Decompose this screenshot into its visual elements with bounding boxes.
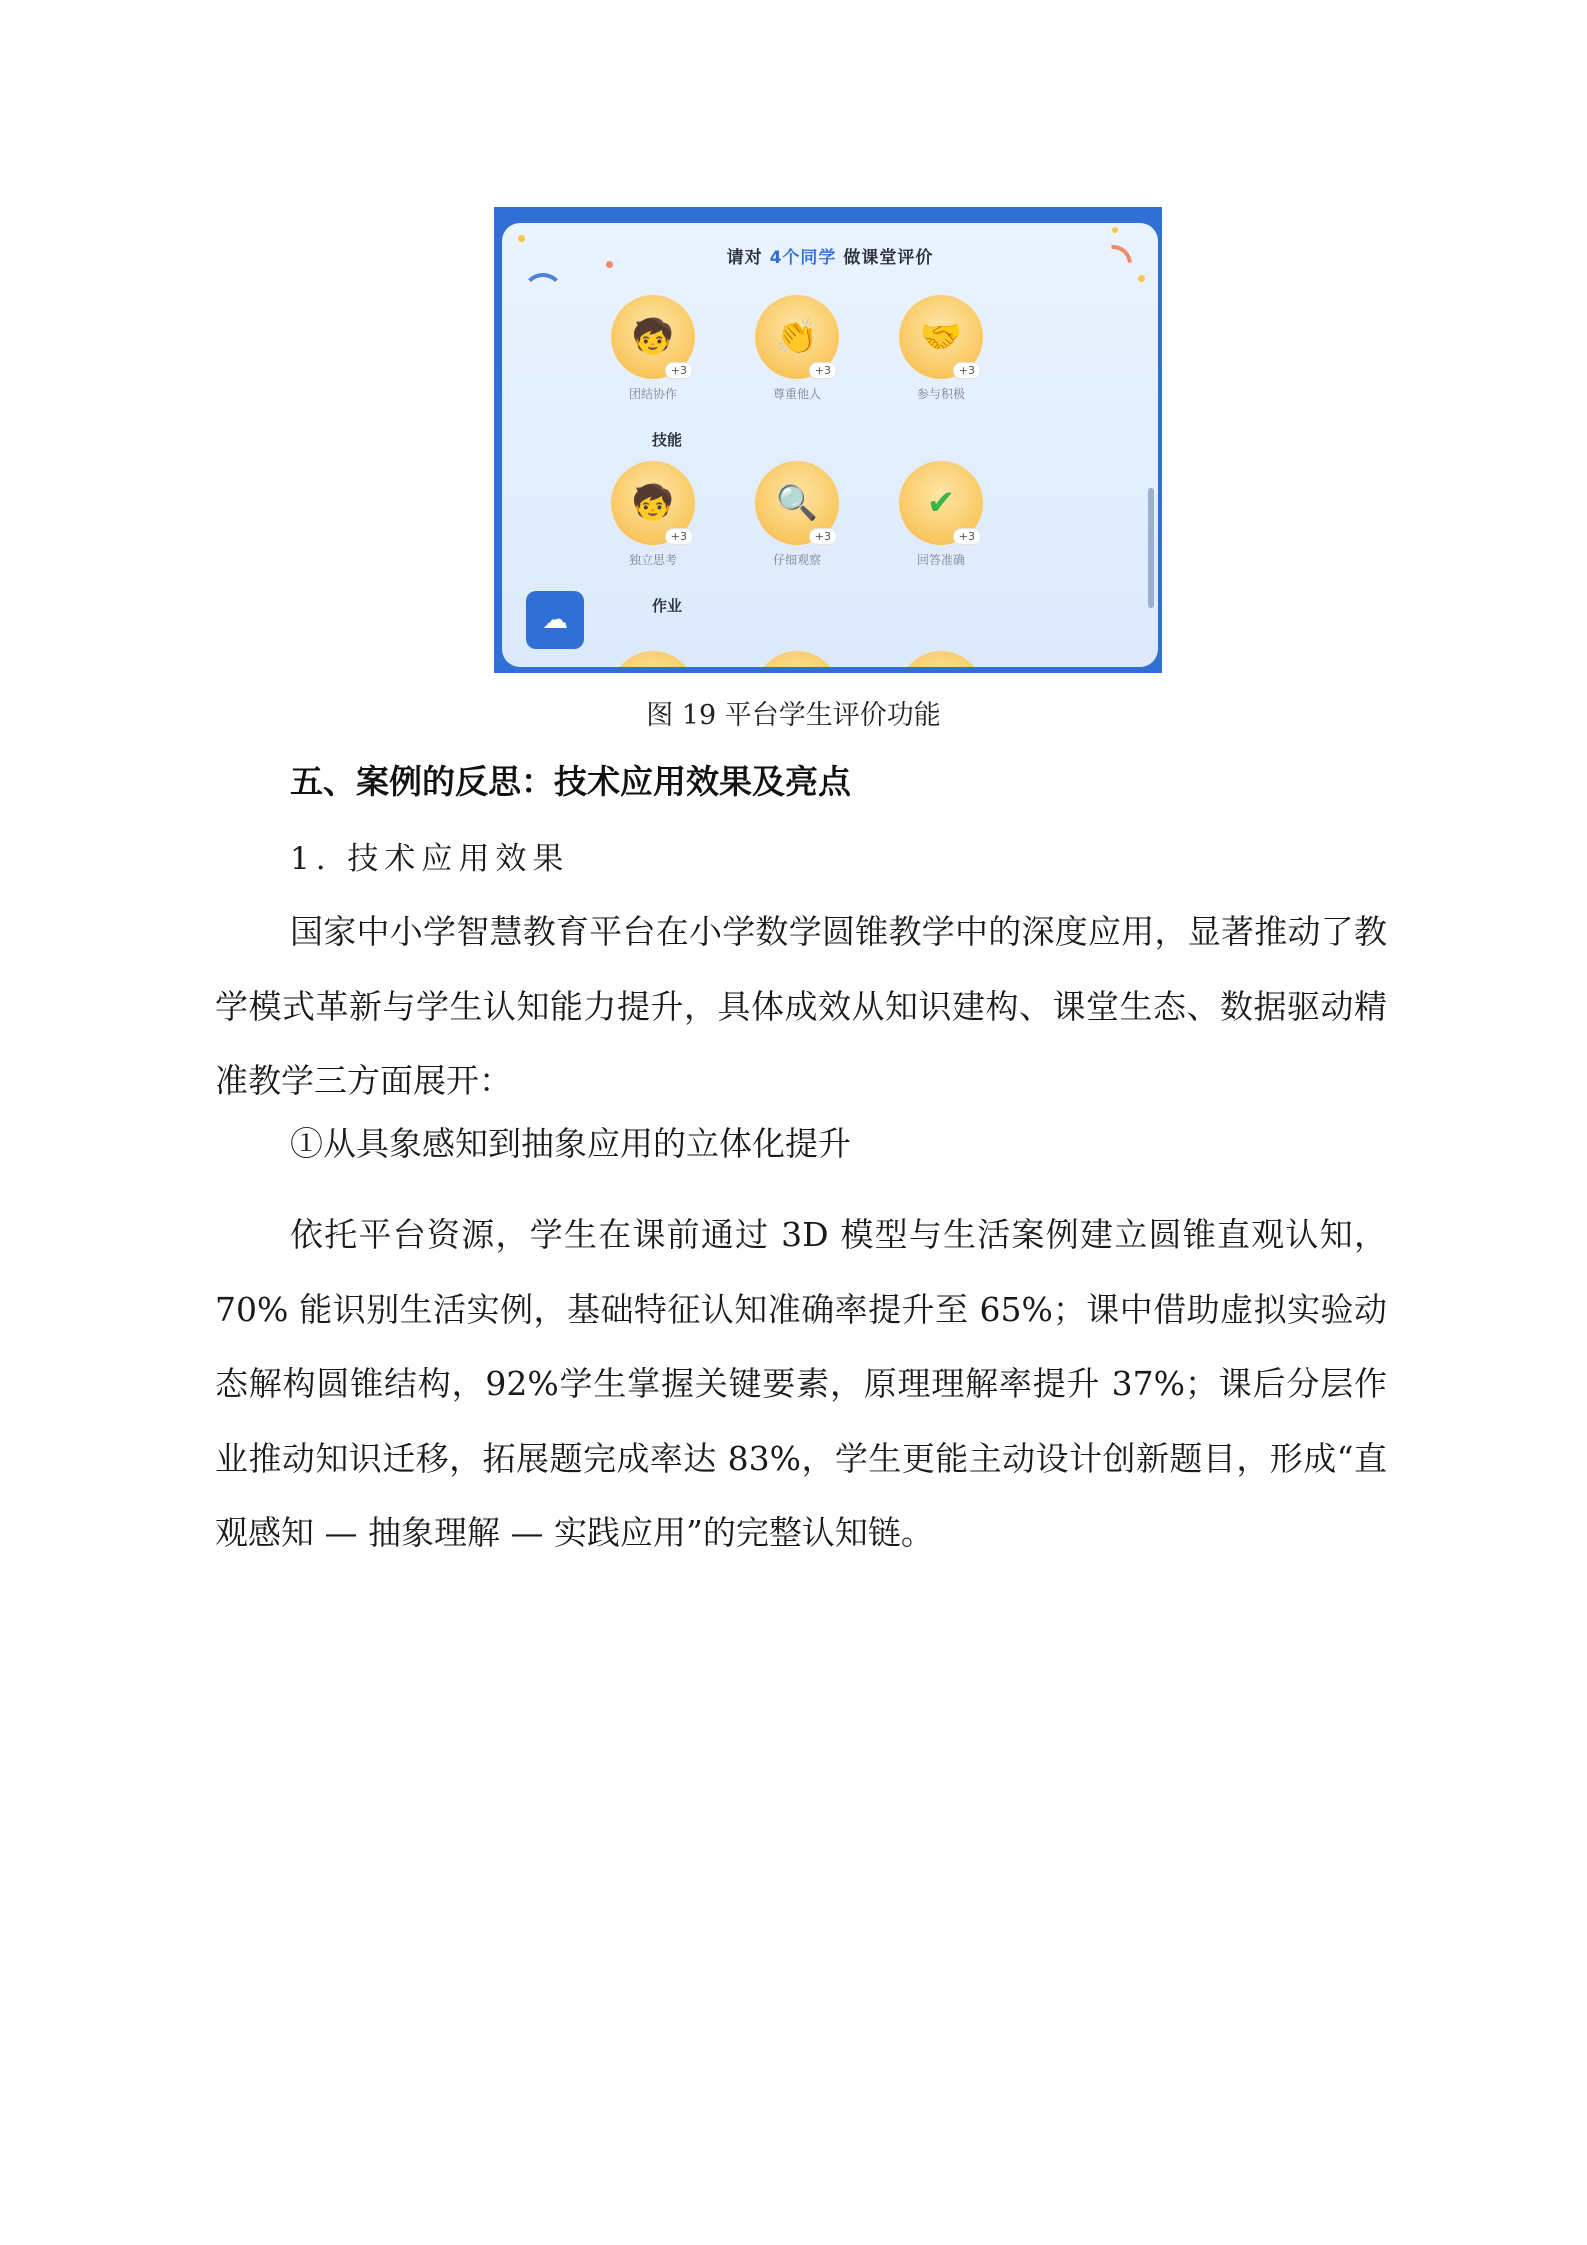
subsection-heading: 1. 技术应用效果 bbox=[290, 841, 570, 877]
evaluation-title: 请对 4个同学 做课堂评价 bbox=[726, 248, 934, 268]
section-heading: 五、案例的反思：技术应用效果及亮点 bbox=[290, 762, 851, 801]
confetti-dot bbox=[1138, 275, 1145, 282]
confetti-arc bbox=[522, 273, 564, 315]
handshake-icon: 🤝 +3 bbox=[899, 295, 983, 379]
point-title: ①从具象感知到抽象应用的立体化提升 bbox=[290, 1124, 851, 1163]
badge-partial bbox=[611, 651, 695, 667]
badge-accurate-answer[interactable]: ✔ +3 回答准确 bbox=[886, 461, 996, 568]
badge-partial bbox=[755, 651, 839, 667]
badge-respect[interactable]: 👏 +3 尊重他人 bbox=[742, 295, 852, 402]
clapping-hands-icon: 👏 +3 bbox=[755, 295, 839, 379]
body-paragraph: 国家中小学智慧教育平台在小学数学圆锥教学中的深度应用，显著推动了教学模式革新与学生认知能力提升，具体成效从知识建构、课堂生态、数据驱动精准教学三方面展开： bbox=[215, 912, 1387, 1100]
figure-caption: 图 19 平台学生评价功能 bbox=[646, 700, 941, 731]
checkmark-icon: ✔ +3 bbox=[899, 461, 983, 545]
child-face-icon: 🧒 +3 bbox=[611, 295, 695, 379]
badge-partial bbox=[899, 651, 983, 667]
magnifier-icon: 🔍 +3 bbox=[755, 461, 839, 545]
badge-teamwork[interactable]: 🧒 +3 团结协作 bbox=[598, 295, 708, 402]
section-skills: 技能 bbox=[652, 431, 683, 449]
cloud-button[interactable] bbox=[526, 591, 584, 649]
badge-participation[interactable]: 🤝 +3 参与积极 bbox=[886, 295, 996, 402]
thinking-child-icon: 🧒 +3 bbox=[611, 461, 695, 545]
scrollbar[interactable] bbox=[1148, 488, 1154, 608]
confetti-dot bbox=[518, 235, 525, 242]
cloud-icon: ☁ bbox=[542, 605, 568, 635]
badge-careful-observation[interactable]: 🔍 +3 仔细观察 bbox=[742, 461, 852, 568]
confetti-dot bbox=[1112, 227, 1118, 233]
section-homework: 作业 bbox=[652, 597, 683, 615]
body-paragraph: 依托平台资源，学生在课前通过 3D 模型与生活案例建立圆锥直观认知，70% 能识别生活实例，基础特征认知准确率提升至 65%；课中借助虚拟实验动态解构圆锥结构，92%学生掌握关键要素，原理理解率提升 37%；课后分层作业推动知识迁移，拓展题完成率达 83%，学生更能主动设计创新题目，形成“直观感知 — 抽象理解 — 实践应用”的完整认知链。 bbox=[215, 1215, 1387, 1552]
evaluation-screenshot bbox=[494, 207, 1162, 673]
evaluation-panel bbox=[502, 223, 1158, 667]
badge-independent-thinking[interactable]: 🧒 +3 独立思考 bbox=[598, 461, 708, 568]
